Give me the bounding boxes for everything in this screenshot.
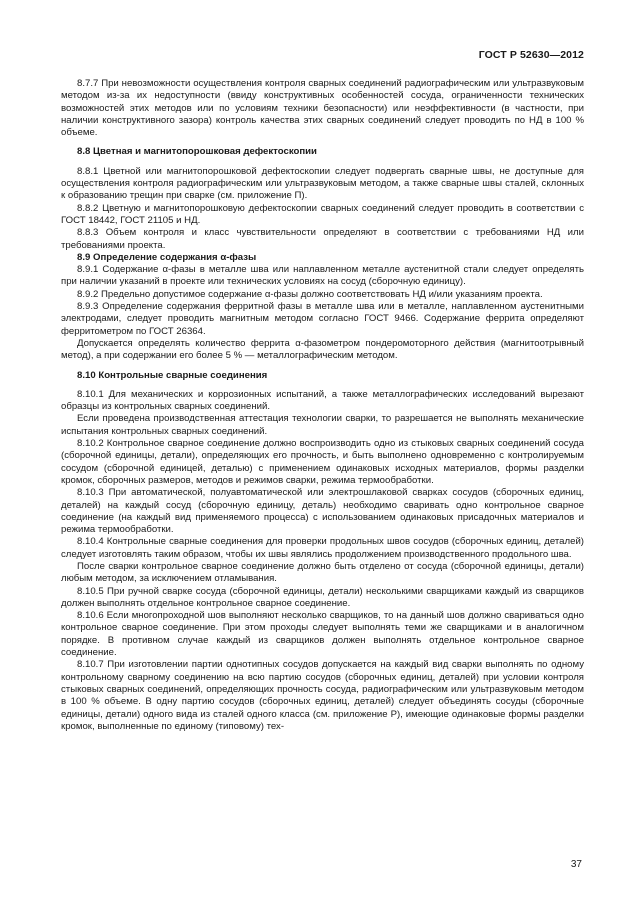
paragraph-8-10-7: 8.10.7 При изготовлении партии однотипных сосудов допускается на каждый вид сварки выполнять по одному контрольному сварному соединению на всю партию сосудов (сборочных единиц, деталей) при условии контроля стыковых сварных соединений, определяющих прочность сосуда, радиографическим или ультразвуковым методом в 100 % объеме. В одну партию сосудов (сборочных единиц, деталей) следует объединять сосуды (сборочные единицы, детали) одного вида из сталей одного класса (см. приложение Р), имеющие одинаковые формы разделки кромок, выполненные по единому (типовому) тех- [61,659,584,732]
document-header: ГОСТ Р 52630—2012 [478,49,584,61]
paragraph-8-10-6: 8.10.6 Если многопроходной шов выполняют несколько сварщиков, то на данный шов должно свариваться одно контрольное сварное соединение. При этом проходы следует выполнять теми же сварщиками и в аналогичном порядке. В противном случае каждый из сварщиков должен выполнять отдельное контрольное сварное соединение. [61,610,584,659]
section-heading-8-9: 8.9 Определение содержания α-фазы [77,251,257,263]
paragraph-8-10-1: 8.10.1 Для механических и коррозионных испытаний, а также металлографических исследований вырезают образцы из контрольных сварных соединений. [61,388,584,413]
page-number: 37 [570,859,582,870]
paragraph-8-8-3: 8.8.3 Объем контроля и класс чувствительности определяют в соответствии с требованиями НД или требованиями проекта. [61,227,584,251]
paragraph-8-9-1: 8.9.1 Содержание α-фазы в металле шва или наплавленном металле аустенитной стали следует определять при наличии указаний в проекте или технических условиях на сосуд (сборочную единицу). [61,264,584,288]
paragraph-8-8-1: 8.8.1 Цветной или магнитопорошковой дефектоскопии следует подвергать сварные швы, не доступные для осуществления контроля радиографическим или ультразвуковым методом, а также сварные швы сталей, склонных к образованию трещин при сварке (см. приложение П). [61,165,584,202]
paragraph-8-10-1-continued: Если проведена производственная аттестация технологии сварки, то разрешается не выполнять механические испытания контрольных сварных соединений. [61,413,584,437]
paragraph-8-10-2: 8.10.2 Контрольное сварное соединение должно воспроизводить одно из стыковых сварных соединений сосуда (сборочной единицы, детали), определяющих его прочность, и быть выполнено одновременно с контролируемым сосудом (сборочной единицей, деталью) с применением одинаковых исходных материалов, формы разделки кромок, сборочных размеров, методов и режимов сварки, режима термообработки. [61,438,584,486]
section-heading-8-8: 8.8 Цветная и магнитопорошковая дефектоскопии [77,146,317,158]
paragraph-8-9-3: 8.9.3 Определение содержания ферритной фазы в металле шва или в металле, наплавленном аустенитными электродами, следует проводить магнитным методом согласно ГОСТ 9466. Содержание феррита определяют ферритометром по ГОСТ 26364. [61,301,584,337]
paragraph-8-9-3-continued: Допускается определять количество феррита α-фазометром пондеромоторного действия (магнитоотрывный метод), а при содержании его более 5 % — металлографическим методом. [61,337,584,362]
paragraph-8-9-2: 8.9.2 Предельно допустимое содержание α-фазы должно соответствовать НД и/или указаниям проекта. [77,288,543,300]
section-heading-8-10: 8.10 Контрольные сварные соединения [77,369,268,381]
paragraph-8-8-2: 8.8.2 Цветную и магнитопорошковую дефектоскопии сварных соединений следует проводить в соответствии с ГОСТ 18442, ГОСТ 21105 и НД. [61,202,584,226]
paragraph-8-10-3: 8.10.3 При автоматической, полуавтоматической или электрошлаковой сварках сосудов (сборочных единиц, деталей) на каждый сосуд (сборочную единицу, деталь) необходимо сваривать одно контрольное сварное соединение (на каждый вид применяемого процесса) с использованием одинаковых присадочных материалов и режима термообработки. [61,487,584,536]
paragraph-8-10-4-continued: После сварки контрольное сварное соединение должно быть отделено от сосуда (сборочной единицы, детали) любым методом, за исключением отламывания. [61,560,584,585]
paragraph-8-10-5: 8.10.5 При ручной сварке сосуда (сборочной единицы, детали) несколькими сварщиками каждый из сварщиков должен выполнять отдельное контрольное сварное соединение. [61,585,584,609]
paragraph-8-7-7: 8.7.7 При невозможности осуществления контроля сварных соединений радиографическим или ультразвуковым методом из-за их недоступности (ввиду конструктивных особенностей сосуда, ограниченности технических возможностей этих методов или по условиям техники безопасности) или неэффективности (в частности, при наличии конструктивного зазора) контроль качества этих сварных соединений следует проводить по НД в 100 % объеме. [61,78,584,139]
document-body [61,78,584,733]
paragraph-8-10-4: 8.10.4 Контрольные сварные соединения для проверки продольных швов сосудов (сборочных единиц, деталей) следует изготовлять таким образом, чтобы их швы являлись продолжением производственного продольного шва. [61,536,584,560]
